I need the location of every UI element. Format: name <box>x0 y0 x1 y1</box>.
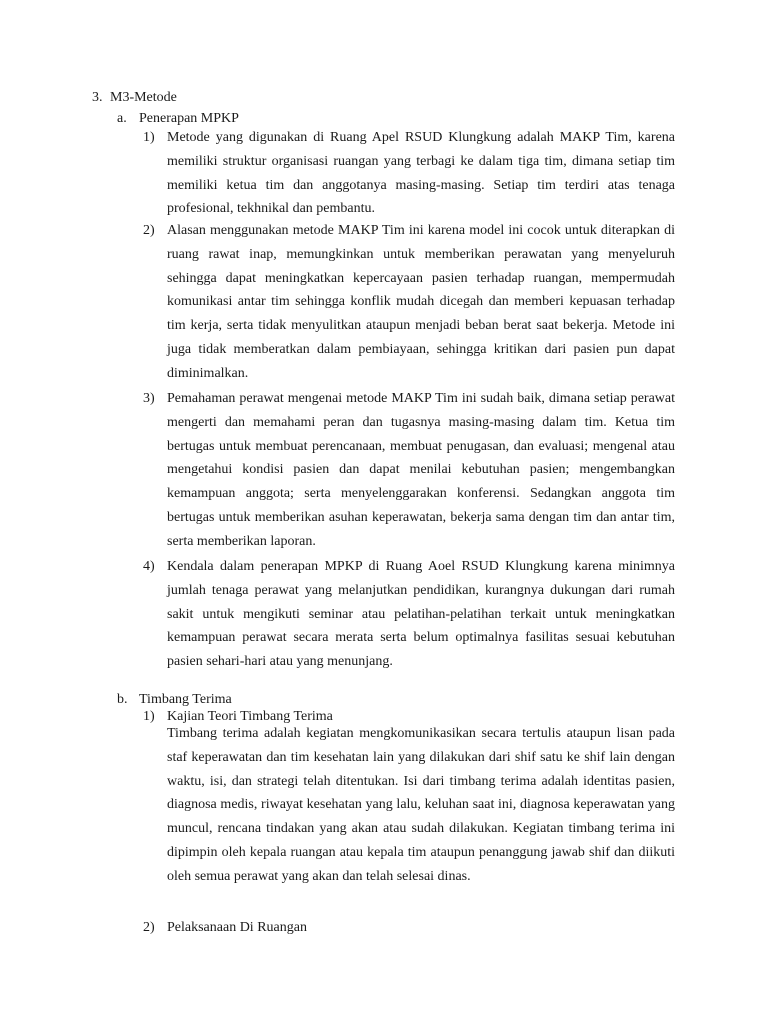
heading-title: M3-Metode <box>110 90 177 105</box>
heading-number: 3. <box>92 90 103 105</box>
item-a4-marker: 4) <box>143 559 155 574</box>
item-b1-marker: 1) <box>143 709 155 724</box>
item-a2-text: Alasan menggunakan metode MAKP Tim ini karena model ini cocok untuk diterapkan di ruang rawat inap, memungkinkan untuk memberikan perawatan yang menyeluruh sehingga dapat meningkatkan kepercayaan pasien terhadap ruangan, mempermudah komunikasi antar tim sehingga konflik mudah dicegah dan memberi kepuasan terhadap tim kerja, serta tidak menyulitkan ataupun menjadi beban berat saat bekerja. Metode ini juga tidak memberatkan dalam pembiayaan, sehingga kritikan dari pasien pun dapat diminimalkan. <box>167 223 675 381</box>
section-b-title: Timbang Terima <box>139 692 232 707</box>
item-b2-marker: 2) <box>143 920 155 935</box>
item-a3-text: Pemahaman perawat mengenai metode MAKP Tim ini sudah baik, dimana setiap perawat mengerti dan memahami peran dan tugasnya masing-masing dalam tim. Ketua tim bertugas untuk membuat perencanaan, membuat penugasan, dan evaluasi; mengenal atau mengetahui kondisi pasien dan dapat menilai kebutuhan pasien; mengembangkan kemampuan anggota; serta menyelenggarakan konferensi. Sedangkan anggota tim bertugas untuk memberikan asuhan keperawatan, bekerja sama dengan tim dan antar tim, serta memberikan laporan. <box>167 391 675 549</box>
section-b-marker: b. <box>117 692 128 707</box>
item-b2-title: Pelaksanaan Di Ruangan <box>167 920 307 935</box>
item-a4-text: Kendala dalam penerapan MPKP di Ruang Aoel RSUD Klungkung karena minimnya jumlah tenaga perawat yang melanjutkan pendidikan, kurangnya dukungan dari rumah sakit untuk mengikuti seminar atau pelatihan-pelatihan terkait untuk meningkatkan kemampuan perawat secara merata serta belum optimalnya fasilitas sesuai kebutuhan pasien sehari-hari atau yang menunjang. <box>167 559 675 670</box>
section-a-title: Penerapan MPKP <box>139 111 239 126</box>
section-a-marker: a. <box>117 111 127 126</box>
item-b1-title: Kajian Teori Timbang Terima <box>167 709 333 724</box>
item-a1-marker: 1) <box>143 130 155 145</box>
item-a2-marker: 2) <box>143 223 155 238</box>
item-a3-marker: 3) <box>143 391 155 406</box>
item-b1-text: Timbang terima adalah kegiatan mengkomunikasikan secara tertulis ataupun lisan pada staf keperawatan dan tim kesehatan lain yang dilakukan dari shif satu ke shif lain dengan waktu, isi, dan strategi telah ditentukan. Isi dari timbang terima adalah identitas pasien, diagnosa medis, riwayat kesehatan yang lalu, keluhan saat ini, diagnosa keperawatan yang muncul, rencana tindakan yang akan atau sudah dilakukan. Kegiatan timbang terima ini dipimpin oleh kepala ruangan atau kepala tim ataupun penanggung jawab shif dan diikuti oleh semua perawat yang akan dan telah selesai dinas. <box>167 726 675 884</box>
item-a1-text: Metode yang digunakan di Ruang Apel RSUD Klungkung adalah MAKP Tim, karena memiliki struktur organisasi ruangan yang terbagi ke dalam tiga tim, dimana setiap tim memiliki ketua tim dan anggotanya masing-masing. Setiap tim terdiri atas tenaga profesional, tekhnikal dan pembantu. <box>167 130 675 217</box>
